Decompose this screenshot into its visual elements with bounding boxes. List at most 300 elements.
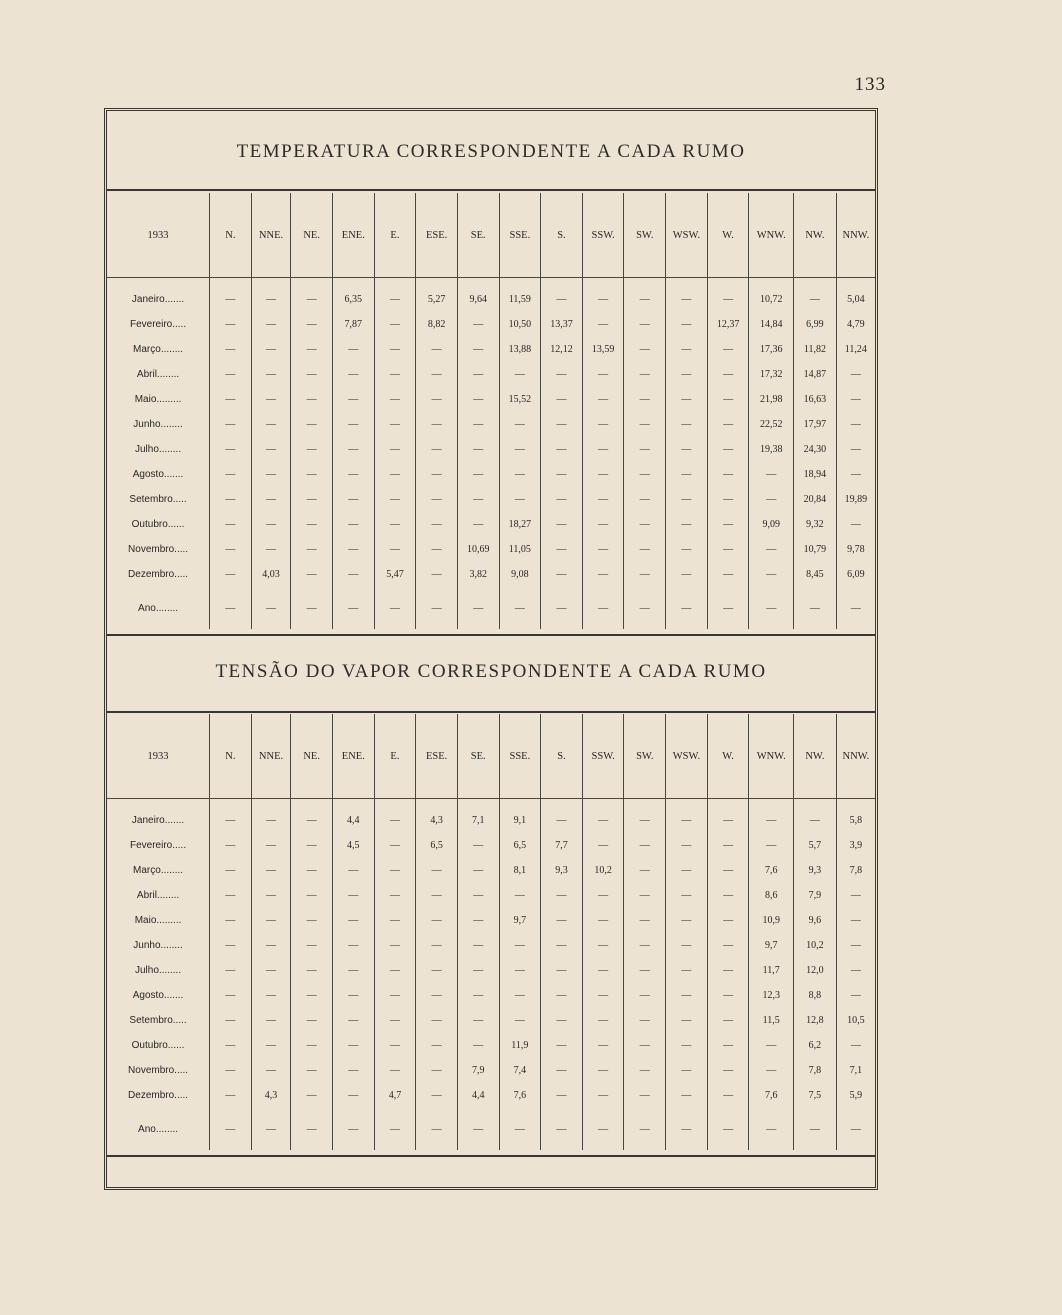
table-cell: — — [666, 287, 708, 312]
table-cell: — — [707, 487, 749, 512]
table-cell: — — [291, 933, 333, 958]
year-header: 1933 — [107, 193, 210, 278]
table-cell: — — [251, 1117, 291, 1141]
table-cell: — — [582, 462, 624, 487]
table-cell: — — [794, 808, 837, 833]
table-cell: — — [332, 487, 374, 512]
table-cell: — — [251, 596, 291, 620]
table-row — [107, 1058, 875, 1083]
table-cell: 3,82 — [457, 562, 499, 587]
table-cell: — — [624, 596, 666, 620]
table-cell: — — [251, 908, 291, 933]
table-cell: 10,72 — [749, 287, 794, 312]
table-cell: 6,5 — [499, 833, 541, 858]
table-cell: — — [332, 1033, 374, 1058]
table-cell: 9,7 — [749, 933, 794, 958]
month-label: Dezembro..... — [128, 569, 189, 580]
table-cell: — — [582, 287, 624, 312]
table-cell: — — [374, 462, 416, 487]
month-label: Maio......... — [134, 915, 182, 926]
table-cell: 5,8 — [836, 808, 875, 833]
table-cell: — — [210, 1033, 252, 1058]
table-cell: — — [291, 983, 333, 1008]
table-cell: — — [457, 387, 499, 412]
table-cell: 12,37 — [707, 312, 749, 337]
table-cell: — — [291, 883, 333, 908]
table-cell: — — [707, 596, 749, 620]
annual-row — [107, 1117, 875, 1141]
table-cell: — — [666, 1008, 708, 1033]
table-cell: — — [332, 537, 374, 562]
table-cell: 7,7 — [541, 833, 583, 858]
table-cell: — — [666, 312, 708, 337]
table-cell: — — [210, 537, 252, 562]
table-cell: — — [707, 362, 749, 387]
table-cell: — — [666, 562, 708, 587]
table-cell: — — [374, 933, 416, 958]
table-cell: — — [541, 908, 583, 933]
table-cell: — — [210, 858, 252, 883]
table-cell: — — [749, 1033, 794, 1058]
table-cell: — — [836, 512, 875, 537]
table-cell: 13,88 — [499, 337, 541, 362]
table-cell: 9,3 — [541, 858, 583, 883]
month-label: Janeiro....... — [131, 815, 185, 826]
table-cell: — — [374, 487, 416, 512]
table-cell: — — [707, 983, 749, 1008]
table-cell: — — [291, 1117, 333, 1141]
table-cell: 5,9 — [836, 1083, 875, 1108]
table-cell: — — [332, 362, 374, 387]
table-cell: — — [707, 387, 749, 412]
table-cell: 14,84 — [749, 312, 794, 337]
direction-header: WNW. — [749, 714, 794, 799]
table-cell: — — [666, 387, 708, 412]
table-cell: 7,9 — [794, 883, 837, 908]
month-label: Fevereiro..... — [129, 840, 187, 851]
table-cell: — — [416, 1117, 458, 1141]
table-cell: 18,27 — [499, 512, 541, 537]
table-cell: — — [582, 312, 624, 337]
table-cell: — — [251, 1058, 291, 1083]
month-label: Setembro..... — [129, 494, 187, 505]
table-cell: — — [624, 337, 666, 362]
table-cell: — — [210, 562, 252, 587]
direction-header: N. — [210, 193, 252, 278]
month-label: Agosto....... — [132, 990, 184, 1001]
table-cell: — — [210, 412, 252, 437]
direction-header: SSE. — [499, 714, 541, 799]
month-label: Ano........ — [138, 602, 179, 614]
table-cell: 10,79 — [794, 537, 837, 562]
month-label: Abril........ — [136, 890, 180, 901]
table-cell: — — [707, 958, 749, 983]
table-cell: — — [707, 858, 749, 883]
table-cell: — — [210, 1008, 252, 1033]
table-cell: — — [624, 562, 666, 587]
table-cell: — — [624, 1117, 666, 1141]
table-cell: — — [624, 908, 666, 933]
table-cell: — — [374, 808, 416, 833]
table-cell: — — [707, 1058, 749, 1083]
table-row — [107, 562, 875, 587]
table-cell: — — [707, 933, 749, 958]
direction-header: NE. — [291, 714, 333, 799]
table-cell: — — [374, 1058, 416, 1083]
direction-header: SSW. — [582, 714, 624, 799]
direction-header: SSW. — [582, 193, 624, 278]
table-cell: — — [416, 908, 458, 933]
table-cell: 10,2 — [582, 858, 624, 883]
table-cell: — — [291, 537, 333, 562]
table-cell: 4,5 — [332, 833, 374, 858]
table-cell: — — [332, 908, 374, 933]
table-cell: — — [499, 462, 541, 487]
table-cell: — — [332, 883, 374, 908]
table-cell: — — [416, 512, 458, 537]
table-cell: — — [541, 983, 583, 1008]
table-cell: — — [416, 858, 458, 883]
table-cell: — — [582, 362, 624, 387]
table-cell: — — [582, 537, 624, 562]
table-cell: 3,9 — [836, 833, 875, 858]
table-cell: — — [749, 1117, 794, 1141]
direction-header: SW. — [624, 193, 666, 278]
table-cell: — — [582, 387, 624, 412]
table-cell: — — [836, 983, 875, 1008]
direction-header: WSW. — [666, 193, 708, 278]
table-cell: — — [666, 1058, 708, 1083]
table-cell: — — [210, 1083, 252, 1108]
direction-header: NW. — [794, 193, 837, 278]
table-cell: — — [210, 512, 252, 537]
table-cell: — — [251, 387, 291, 412]
direction-header: S. — [541, 714, 583, 799]
direction-header: ENE. — [332, 714, 374, 799]
table-cell: 9,32 — [794, 512, 837, 537]
table-cell: — — [707, 833, 749, 858]
table-cell: — — [582, 487, 624, 512]
table-cell: 4,03 — [251, 562, 291, 587]
table-cell: — — [666, 908, 708, 933]
table-cell: — — [416, 1058, 458, 1083]
table-cell: — — [499, 1117, 541, 1141]
direction-header: ESE. — [416, 193, 458, 278]
table-cell: 8,8 — [794, 983, 837, 1008]
table-cell: — — [582, 883, 624, 908]
month-label: Dezembro..... — [128, 1090, 189, 1101]
table-cell: — — [291, 387, 333, 412]
table-cell: — — [582, 933, 624, 958]
table-cell: 7,8 — [836, 858, 875, 883]
table-cell: — — [499, 596, 541, 620]
table-cell: — — [251, 883, 291, 908]
table-cell: — — [707, 908, 749, 933]
table-cell: — — [457, 362, 499, 387]
month-label: Abril........ — [136, 369, 180, 380]
table-cell: — — [666, 958, 708, 983]
table-cell: — — [291, 1033, 333, 1058]
table-cell: — — [416, 883, 458, 908]
table-cell: — — [582, 1083, 624, 1108]
table-cell: — — [332, 858, 374, 883]
table-cell: 12,0 — [794, 958, 837, 983]
table-cell: — — [707, 287, 749, 312]
table-cell: — — [624, 412, 666, 437]
table-cell: — — [707, 1008, 749, 1033]
table-cell: 4,3 — [251, 1083, 291, 1108]
direction-header: NNE. — [251, 714, 291, 799]
table-cell: — — [416, 362, 458, 387]
table-cell: 9,08 — [499, 562, 541, 587]
table-cell: — — [836, 412, 875, 437]
table-row — [107, 362, 875, 387]
table-cell: — — [291, 512, 333, 537]
table-cell: — — [210, 958, 252, 983]
month-label: Janeiro....... — [131, 294, 185, 305]
table-cell: — — [210, 362, 252, 387]
table-cell: — — [332, 337, 374, 362]
table-cell: — — [794, 596, 837, 620]
table-row — [107, 462, 875, 487]
table-cell: — — [794, 1117, 837, 1141]
table-cell: — — [582, 833, 624, 858]
table-cell: — — [291, 312, 333, 337]
table-row — [107, 858, 875, 883]
table-cell: — — [707, 808, 749, 833]
table-cell: 10,69 — [457, 537, 499, 562]
table-cell: — — [749, 808, 794, 833]
table-cell: — — [457, 883, 499, 908]
table-cell: — — [457, 833, 499, 858]
table-row — [107, 312, 875, 337]
table-cell: — — [416, 1083, 458, 1108]
table-cell: — — [374, 596, 416, 620]
table-cell: — — [666, 512, 708, 537]
table-row — [107, 387, 875, 412]
table-cell: — — [332, 596, 374, 620]
table-cell: — — [332, 412, 374, 437]
table-cell: 10,9 — [749, 908, 794, 933]
table-cell: — — [251, 537, 291, 562]
table-row — [107, 808, 875, 833]
table-cell: — — [457, 337, 499, 362]
table-cell: — — [416, 437, 458, 462]
table-cell: 5,47 — [374, 562, 416, 587]
table-cell: — — [251, 808, 291, 833]
table-cell: 8,1 — [499, 858, 541, 883]
table-cell: 16,63 — [794, 387, 837, 412]
table-cell: — — [251, 312, 291, 337]
table-cell: — — [666, 808, 708, 833]
section-divider — [107, 634, 875, 636]
table-cell: — — [541, 462, 583, 487]
table-cell: — — [499, 437, 541, 462]
table-cell: — — [624, 808, 666, 833]
table-cell: — — [499, 487, 541, 512]
table-row — [107, 1008, 875, 1033]
direction-header: NNE. — [251, 193, 291, 278]
table-cell: 5,27 — [416, 287, 458, 312]
table-cell: 5,7 — [794, 833, 837, 858]
table-cell: — — [541, 808, 583, 833]
table-cell: — — [666, 833, 708, 858]
table-cell: — — [457, 1117, 499, 1141]
table-cell: — — [582, 412, 624, 437]
table-cell: — — [666, 883, 708, 908]
table-cell: 12,8 — [794, 1008, 837, 1033]
table-cell: — — [624, 312, 666, 337]
table-cell: — — [332, 437, 374, 462]
table-cell: 7,9 — [457, 1058, 499, 1083]
temperature-title-rule — [107, 189, 875, 191]
table-cell: — — [624, 362, 666, 387]
direction-header: WSW. — [666, 714, 708, 799]
table-cell: — — [210, 337, 252, 362]
table-cell: — — [210, 437, 252, 462]
table-cell: — — [374, 958, 416, 983]
direction-header: ENE. — [332, 193, 374, 278]
table-cell: — — [541, 933, 583, 958]
table-cell: 24,30 — [794, 437, 837, 462]
table-cell: — — [210, 596, 252, 620]
table-cell: — — [457, 858, 499, 883]
table-cell: — — [541, 1083, 583, 1108]
table-cell: — — [582, 908, 624, 933]
table-cell: — — [499, 958, 541, 983]
direction-header: W. — [707, 193, 749, 278]
table-cell: — — [499, 933, 541, 958]
vapor-table — [107, 714, 875, 1150]
table-cell: — — [332, 512, 374, 537]
table-cell: — — [666, 1033, 708, 1058]
table-cell: 7,4 — [499, 1058, 541, 1083]
table-cell: — — [210, 883, 252, 908]
table-cell: — — [457, 462, 499, 487]
table-cell: 9,6 — [794, 908, 837, 933]
table-cell: — — [291, 1008, 333, 1033]
table-row — [107, 412, 875, 437]
table-cell: 8,6 — [749, 883, 794, 908]
table-cell: — — [210, 487, 252, 512]
table-cell: — — [291, 808, 333, 833]
table-cell: — — [624, 983, 666, 1008]
direction-header: S. — [541, 193, 583, 278]
table-cell: 9,78 — [836, 537, 875, 562]
table-cell: 6,35 — [332, 287, 374, 312]
table-row — [107, 833, 875, 858]
table-cell: 6,5 — [416, 833, 458, 858]
table-cell: — — [457, 512, 499, 537]
table-cell: — — [457, 596, 499, 620]
table-cell: 6,2 — [794, 1033, 837, 1058]
table-cell: — — [291, 596, 333, 620]
table-cell: — — [836, 1033, 875, 1058]
table-cell: 11,05 — [499, 537, 541, 562]
table-cell: — — [251, 437, 291, 462]
table-cell: — — [332, 1083, 374, 1108]
table-cell: — — [836, 908, 875, 933]
table-row — [107, 1083, 875, 1108]
table-cell: — — [499, 1008, 541, 1033]
table-cell: — — [836, 883, 875, 908]
table-cell: — — [416, 1008, 458, 1033]
table-cell: — — [666, 1117, 708, 1141]
page-number: 133 — [854, 74, 886, 95]
table-cell: — — [251, 833, 291, 858]
table-cell: 7,8 — [794, 1058, 837, 1083]
table-cell: — — [707, 1083, 749, 1108]
table-cell: — — [666, 933, 708, 958]
table-cell: — — [332, 1058, 374, 1083]
table-row — [107, 883, 875, 908]
table-cell: — — [332, 562, 374, 587]
table-cell: — — [210, 312, 252, 337]
table-cell: — — [291, 958, 333, 983]
table-cell: — — [624, 933, 666, 958]
table-cell: — — [332, 1117, 374, 1141]
table-cell: 4,79 — [836, 312, 875, 337]
table-cell: — — [624, 512, 666, 537]
table-cell: 17,36 — [749, 337, 794, 362]
table-cell: — — [666, 1083, 708, 1108]
table-cell: — — [251, 337, 291, 362]
table-cell: — — [374, 908, 416, 933]
table-row — [107, 1033, 875, 1058]
table-cell: — — [836, 462, 875, 487]
table-cell: — — [457, 958, 499, 983]
table-cell: — — [582, 1008, 624, 1033]
table-cell: — — [457, 487, 499, 512]
table-cell: — — [707, 462, 749, 487]
table-cell: — — [332, 933, 374, 958]
table-cell: — — [582, 1058, 624, 1083]
table-cell: 13,37 — [541, 312, 583, 337]
table-cell: — — [666, 596, 708, 620]
table-cell: — — [251, 362, 291, 387]
table-cell: — — [624, 1083, 666, 1108]
table-cell: — — [707, 512, 749, 537]
table-cell: — — [416, 933, 458, 958]
table-cell: — — [666, 337, 708, 362]
table-cell: — — [624, 883, 666, 908]
table-cell: — — [624, 1058, 666, 1083]
direction-header: N. — [210, 714, 252, 799]
table-cell: — — [332, 462, 374, 487]
table-cell: — — [416, 596, 458, 620]
table-cell: — — [332, 387, 374, 412]
table-cell: — — [374, 437, 416, 462]
table-cell: — — [251, 462, 291, 487]
table-cell: — — [210, 387, 252, 412]
table-cell: — — [210, 933, 252, 958]
vapor-title: TENSÃO DO VAPOR CORRESPONDENTE A CADA RUMO — [215, 661, 767, 682]
table-cell: — — [624, 387, 666, 412]
table-cell: — — [707, 883, 749, 908]
table-cell: 7,1 — [457, 808, 499, 833]
table-cell: — — [374, 1033, 416, 1058]
table-cell: 7,6 — [499, 1083, 541, 1108]
table-cell: 10,50 — [499, 312, 541, 337]
table-cell: — — [416, 487, 458, 512]
table-cell: 12,3 — [749, 983, 794, 1008]
direction-header: W. — [707, 714, 749, 799]
table-cell: — — [210, 1058, 252, 1083]
table-cell: 10,5 — [836, 1008, 875, 1033]
table-cell: — — [251, 487, 291, 512]
table-cell: 7,5 — [794, 1083, 837, 1108]
table-cell: — — [836, 958, 875, 983]
